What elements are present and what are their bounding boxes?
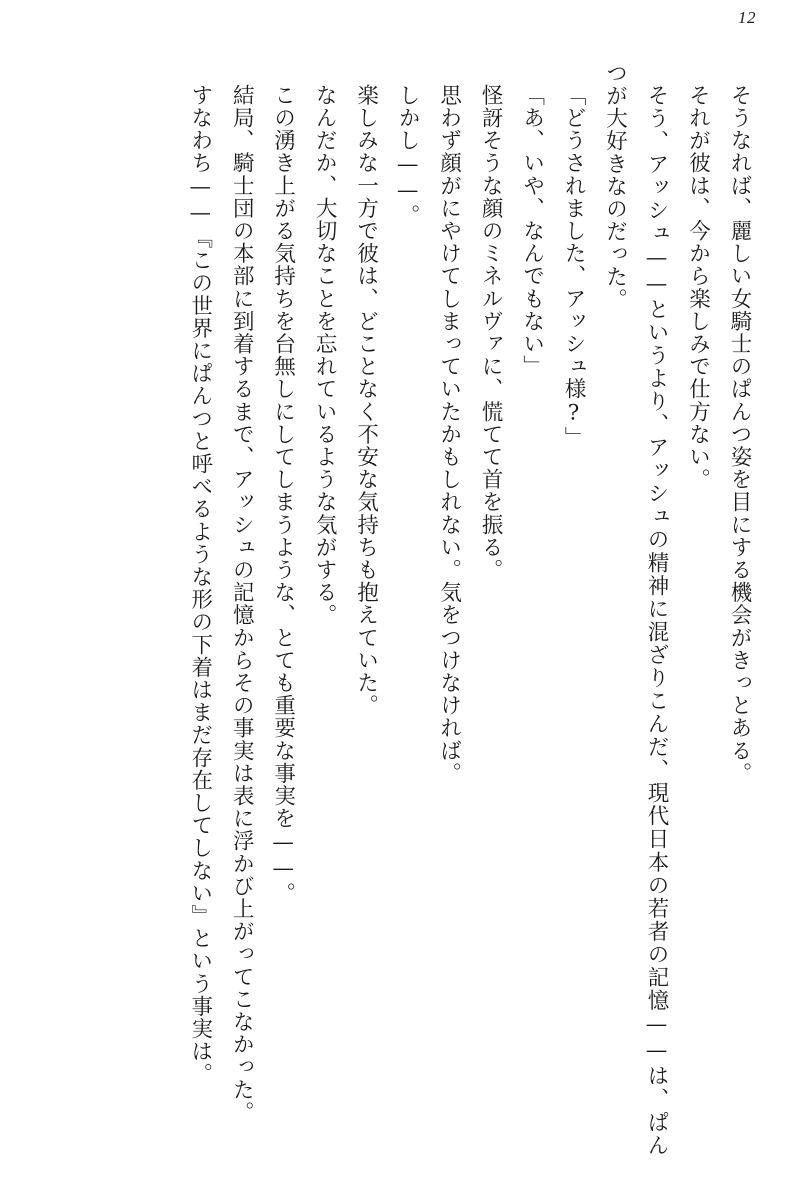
body-paragraph: 「どうされました、アッシュ様?」 [561, 83, 587, 449]
body-paragraph: そうなれば、麗しい女騎士のぱんつ姿を目にする機会がきっとある。 [727, 83, 752, 785]
body-paragraph: そう、アッシュ——というより、アッシュの精神に混ざりこんだ、現代日本の若者の記憶——は、ぱんつが大好きなのだった。 [602, 62, 670, 1156]
body-paragraph: この湧き上がる気持ちを台無しにしてしまうような、とても重要な事実を——。 [270, 83, 296, 905]
body-paragraph: それが彼は、今から楽しみで仕方ない。 [685, 83, 711, 491]
body-paragraph: 怪訝そうな顔のミネルヴァに、慌てて首を振る。 [478, 83, 504, 581]
body-paragraph: なんだか、大切なことを忘れているような気がする。 [312, 83, 338, 626]
body-paragraph: すなわち——『この世界にぱんつと呼べるような形の下着はまだ存在してしない』という事実は。 [187, 83, 213, 1085]
body-paragraph: 楽しみな一方で彼は、どことなく不安な気持ちも抱えていた。 [353, 83, 379, 717]
body-paragraph: しかし——。 [395, 83, 421, 227]
body-paragraph: 「あ、いや、なんでもない」 [519, 83, 545, 378]
page-body-text [56, 62, 760, 1156]
body-paragraph: 結局、騎士団の本部に到着するまで、アッシュの記憶からその事実は表に浮かび上がってこなかった。 [229, 83, 255, 1124]
page-number: 12 [738, 8, 756, 27]
body-paragraph: 思わず顔がにやけてしまっていたかもしれない。気をつけなければ。 [436, 83, 462, 785]
